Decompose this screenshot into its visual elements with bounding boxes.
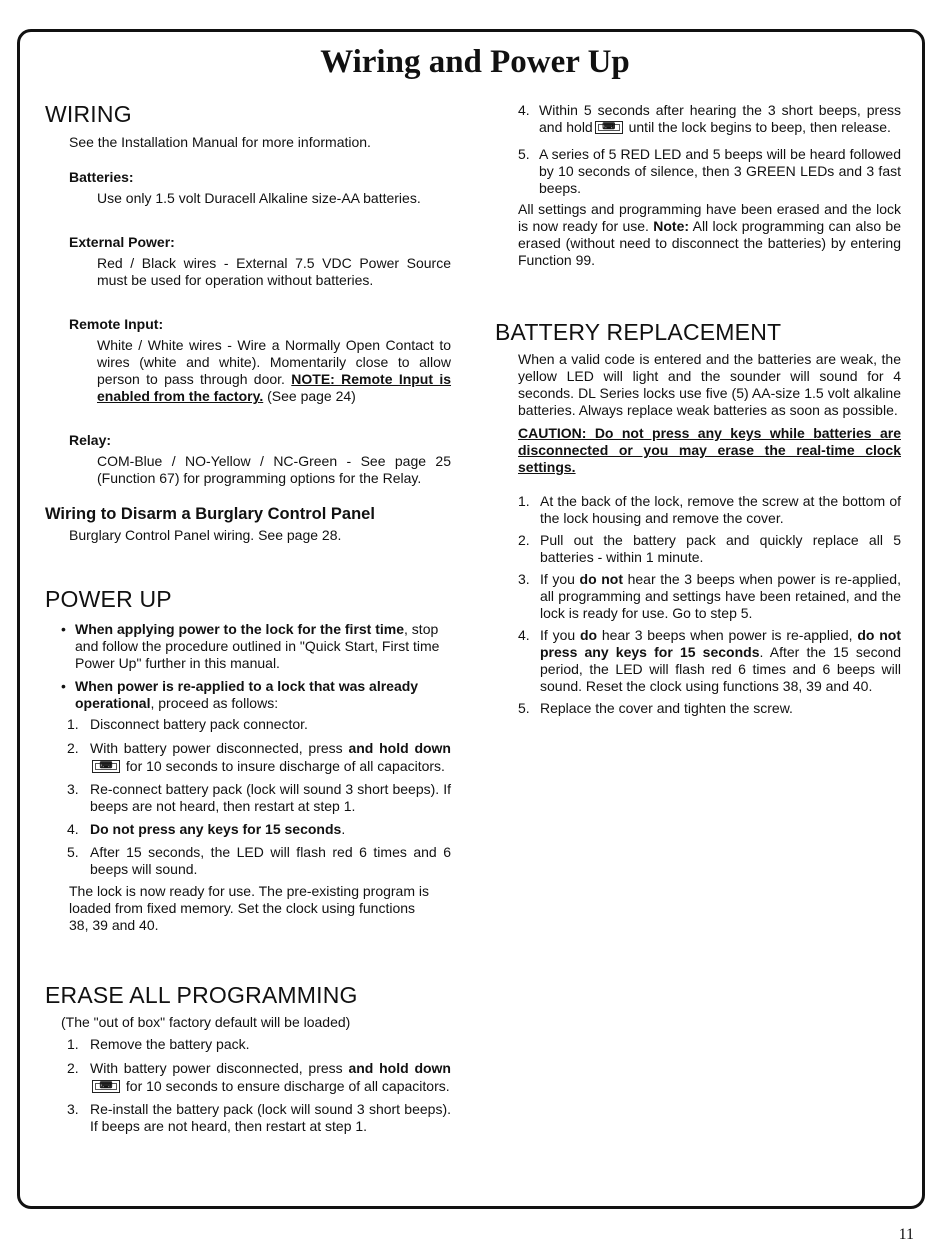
step-number: 4. (518, 627, 530, 643)
wiring-intro: See the Installation Manual for more information. (69, 134, 371, 150)
remote-input-text (45, 337, 451, 405)
step-number: 5. (518, 146, 530, 162)
step-text: hear the 3 beeps when power is re-applied, all programming and settings have been retained, and the lock is ready for use. Go to step 5. (540, 571, 901, 621)
wiring-heading: WIRING (45, 101, 132, 127)
step-number: 4. (67, 821, 79, 837)
power-up-heading: POWER UP (45, 586, 172, 612)
step-text: Disconnect battery pack connector. (90, 716, 308, 732)
erase-closing-note: Note: (653, 218, 690, 234)
remote-input-heading: Remote Input: (69, 316, 164, 332)
key-icon (92, 760, 120, 773)
key-icon (595, 121, 623, 134)
step-text: If you (540, 571, 580, 587)
relay-heading: Relay: (69, 432, 112, 448)
relay-text: COM-Blue / NO-Yellow / NC-Green - See page 25 (Function 67) for programming options for the Relay. (97, 453, 451, 486)
list-item (518, 493, 901, 527)
remote-input-note: NOTE: Remote Input is enabled from the factory. (97, 371, 452, 404)
power-up-closing: The lock is now ready for use. The pre-existing program is loaded from fixed memory. Set the clock using functions 38, 39 and 40. (69, 883, 430, 933)
disarm-text: Burglary Control Panel wiring. See page 28. (69, 527, 342, 543)
step-text: . After the 15 second period, the LED will flash red 6 times and 6 beeps will sound. Reset the clock using functions 38, 39 and 40. (540, 644, 902, 694)
battery-intro: When a valid code is entered and the batteries are weak, the yellow LED will light and the sounder will sound for 4 seconds. DL Series locks use five (5) AA-size 1.5 volt alkaline batteries. Always replace weak batteries as soon as possible. (518, 351, 901, 418)
list-item (495, 146, 901, 197)
step-text: After 15 seconds, the LED will flash red 6 times and 6 beeps will sound. (90, 844, 451, 877)
step-number: 1. (67, 1036, 79, 1052)
step-bold: Do not press any keys for 15 seconds (90, 821, 342, 837)
step-text: hear 3 beeps when power is re-applied, (597, 627, 858, 643)
erase-subtitle: (The "out of box" factory default will be loaded) (61, 1014, 351, 1030)
bullet-text: , proceed as follows: (150, 695, 279, 711)
list-item (518, 627, 901, 695)
bullet-text: , stop and follow the procedure outlined in "Quick Start, First time Power Up" further in this manual. (75, 621, 440, 671)
batteries-heading: Batteries: (69, 169, 134, 185)
step-text: Re-connect battery pack (lock will sound 3 short beeps). If beeps are not heard, then restart at step 1. (90, 781, 451, 814)
left-column (45, 98, 451, 1135)
list-item (61, 678, 451, 712)
list-item (67, 844, 451, 878)
disarm-heading: Wiring to Disarm a Burglary Control Panel (45, 505, 375, 523)
erase-closing-rest: All lock programming can also be erased (without need to disconnect the batteries) by entering Function 99. (518, 218, 902, 268)
step-bold: do not press any keys for 15 seconds (540, 627, 902, 660)
bullet-icon: • (61, 621, 66, 637)
bullet-bold: When applying power to the lock for the first time (75, 621, 405, 637)
step-number: 2. (67, 740, 79, 756)
step-text: At the back of the lock, remove the screw at the bottom of the lock housing and remove the cover. (540, 493, 901, 526)
step-number: 3. (67, 1101, 79, 1117)
bullet-icon: • (61, 678, 66, 694)
step-text: for 10 seconds to ensure discharge of all capacitors. (122, 1078, 450, 1094)
step-text: A series of 5 RED LED and 5 beeps will be heard followed by 10 seconds of silence, then 3 GREEN LEDs and 3 fast beeps. (539, 146, 901, 196)
step-text: until the lock begins to beep, then release. (624, 119, 891, 135)
right-column (495, 102, 901, 717)
battery-steps (495, 493, 901, 717)
battery-replacement-heading: BATTERY REPLACEMENT (495, 319, 782, 345)
step-number: 5. (67, 844, 79, 860)
step-number: 1. (518, 493, 530, 509)
battery-caution: CAUTION: Do not press any keys while batteries are disconnected or you may erase the real-time clock settings. (518, 425, 901, 475)
remote-input-page-ref: (See page 24) (267, 388, 356, 404)
step-bold: and hold down (348, 1060, 451, 1076)
step-text: Remove the battery pack. (90, 1036, 250, 1052)
step-number: 4. (518, 102, 530, 118)
list-item (67, 1059, 451, 1095)
step-number: 5. (518, 700, 530, 716)
bullet-bold: When power is re-applied to a lock that was already operational (75, 678, 419, 711)
list-item (67, 739, 451, 775)
list-item (67, 1036, 451, 1053)
step-bold: do (579, 627, 598, 643)
step-number: 3. (67, 781, 79, 797)
key-icon (92, 1080, 120, 1093)
step-text: With battery power disconnected, press (90, 740, 349, 756)
erase-steps-right (495, 102, 901, 197)
remote-input-body: White / White wires - Wire a Normally Open Contact to wires (white and white). Momentarily close to allow person to pass through door. (97, 337, 451, 387)
step-number: 2. (518, 532, 530, 548)
external-power-heading: External Power: (69, 234, 175, 250)
step-bold: and hold down (348, 740, 451, 756)
step-number: 3. (518, 571, 530, 587)
page-title: Wiring and Power Up (320, 44, 630, 80)
external-power-text: Red / Black wires - External 7.5 VDC Power Source must be used for operation without batteries. (97, 255, 451, 288)
list-item (67, 716, 451, 733)
erase-closing (495, 201, 901, 269)
erase-heading: ERASE ALL PROGRAMMING (45, 982, 358, 1008)
erase-closing-text: All settings and programming have been erased and the lock is now ready for use. (518, 201, 901, 234)
power-up-bullets (45, 621, 451, 712)
erase-steps-left (45, 1036, 451, 1135)
step-text: Within 5 seconds after hearing the 3 short beeps, press and hold (539, 102, 901, 135)
step-text: With battery power disconnected, press (90, 1060, 349, 1076)
list-item (495, 102, 901, 136)
step-number: 1. (67, 716, 79, 732)
step-number: 2. (67, 1060, 79, 1076)
page-number: 11 (898, 1226, 914, 1243)
step-bold: do not (579, 571, 623, 587)
list-item (518, 532, 901, 566)
list-item (67, 1101, 451, 1135)
key-icon-glyph: ⌨ (99, 760, 113, 770)
key-icon-glyph: ⌨ (99, 1080, 113, 1090)
step-text: Pull out the battery pack and quickly replace all 5 batteries - within 1 minute. (540, 532, 901, 565)
step-text: If you (540, 627, 580, 643)
list-item (61, 621, 451, 672)
batteries-text: Use only 1.5 volt Duracell Alkaline size-AA batteries. (97, 190, 421, 206)
key-icon-glyph: ⌨ (602, 121, 616, 131)
list-item: 4. Do not press any keys for 15 seconds. (67, 821, 346, 837)
step-text: Replace the cover and tighten the screw. (540, 700, 793, 716)
power-up-steps (45, 716, 451, 878)
list-item (518, 700, 901, 717)
list-item (518, 571, 901, 622)
step-text: Re-install the battery pack (lock will sound 3 short beeps). If beeps are not heard, then restart at step 1. (90, 1101, 451, 1134)
list-item (67, 781, 451, 815)
step-text: for 10 seconds to insure discharge of all capacitors. (122, 758, 445, 774)
